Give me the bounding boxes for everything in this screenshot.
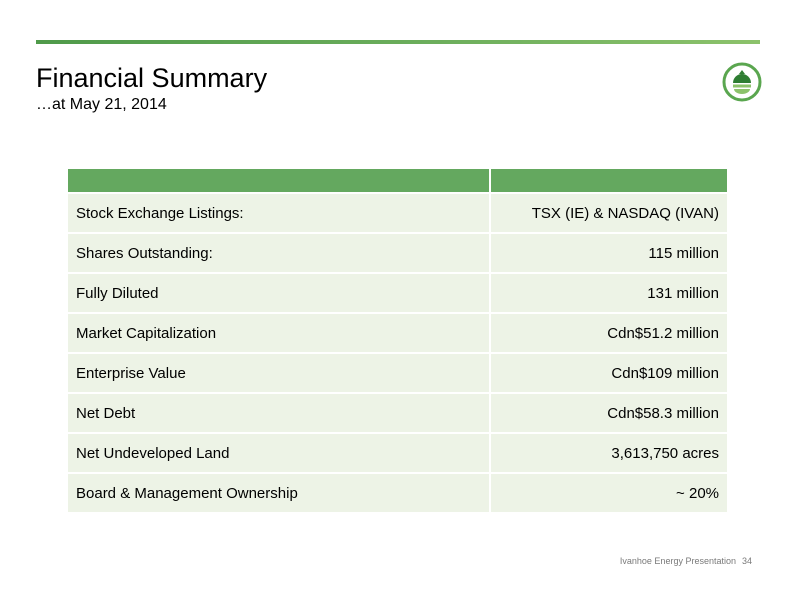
footer-text: Ivanhoe Energy Presentation — [619, 556, 736, 566]
row-label: Net Debt — [68, 392, 491, 432]
page-title: Financial Summary — [36, 63, 268, 93]
table-header-cell — [68, 169, 491, 192]
row-label: Market Capitalization — [68, 312, 491, 352]
page-number: 34 — [741, 556, 752, 566]
row-value: 115 million — [491, 232, 727, 272]
row-value: 3,613,750 acres — [491, 432, 727, 472]
table-row — [68, 472, 727, 512]
footer — [620, 556, 752, 566]
table-row — [68, 272, 727, 312]
table-row — [68, 352, 727, 392]
row-value: ~ 20% — [491, 472, 727, 512]
top-divider — [36, 40, 760, 44]
row-value: Cdn$58.3 million — [491, 392, 727, 432]
table-header-cell — [491, 169, 727, 192]
row-value: Cdn$109 million — [491, 352, 727, 392]
row-label: Shares Outstanding: — [68, 232, 491, 272]
page-subtitle: …at May 21, 2014 — [36, 96, 167, 113]
row-label: Stock Exchange Listings: — [68, 192, 491, 232]
table-header-row — [68, 169, 727, 192]
ivanhoe-energy-logo-icon — [722, 62, 762, 102]
row-label: Net Undeveloped Land — [68, 432, 491, 472]
row-value: 131 million — [491, 272, 727, 312]
row-label: Board & Management Ownership — [68, 472, 491, 512]
table-row — [68, 232, 727, 272]
row-value: Cdn$51.2 million — [491, 312, 727, 352]
table-row — [68, 392, 727, 432]
row-label: Fully Diluted — [68, 272, 491, 312]
table-row — [68, 312, 727, 352]
table-row — [68, 192, 727, 232]
table-row — [68, 432, 727, 472]
financial-summary-table — [68, 169, 727, 512]
row-label: Enterprise Value — [68, 352, 491, 392]
row-value: TSX (IE) & NASDAQ (IVAN) — [491, 192, 727, 232]
